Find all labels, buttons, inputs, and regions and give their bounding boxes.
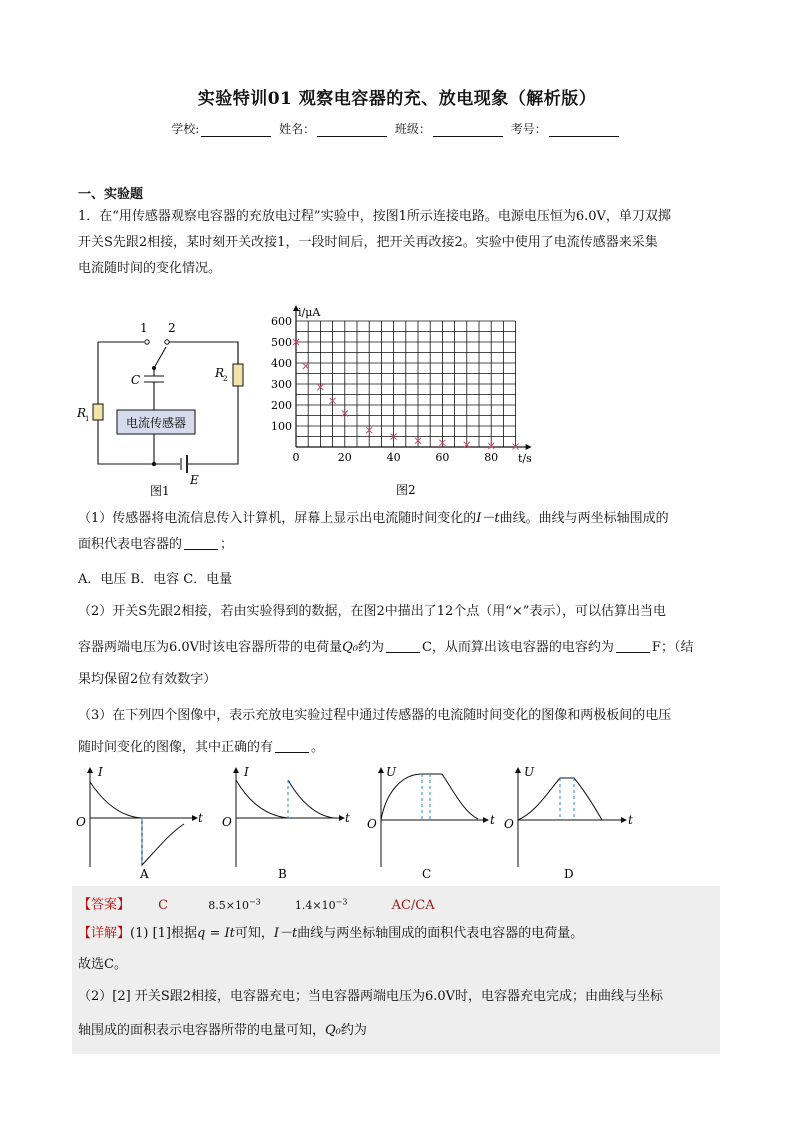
graph-a-t: t [198, 811, 203, 825]
switch-pos-2: 2 [168, 321, 176, 335]
analysis-1b: 可知， [234, 926, 274, 941]
part2-text-b1: 容器两端电压为6.0V时该电容器所带的电荷量 [78, 640, 343, 655]
y-tick-label: 400 [271, 357, 292, 370]
answer-1: C [158, 897, 169, 913]
name-blank[interactable] [317, 124, 387, 137]
analysis-4a: 轴围成的面积表示电容器所带的电量可知， [78, 1023, 326, 1038]
part1-answer-blank[interactable] [184, 537, 218, 550]
part3-answer-blank[interactable] [275, 740, 309, 753]
name-label: 姓名： [279, 122, 316, 136]
x-tick-label: 20 [337, 451, 352, 464]
graph-d-axis: U [524, 765, 535, 779]
figure2-caption: 图2 [396, 483, 416, 497]
analysis-tag: 【详解】 [78, 926, 131, 941]
answer-3-exp: −3 [335, 897, 348, 906]
class-blank[interactable] [433, 124, 503, 137]
sensor-label: 电流传感器 [125, 416, 187, 430]
answer-line [78, 891, 435, 917]
page-title: 实验特训01 观察电容器的充、放电现象（解析版） [197, 89, 597, 109]
stem-line-3: 电流随时间的变化情况。 [78, 261, 222, 276]
part1-text-c: 面积代表电容器的 [78, 537, 183, 552]
graph-b-axis: I [244, 765, 249, 779]
figure2-chart [262, 300, 534, 500]
part2-q0: Q₀ [342, 640, 358, 655]
part2-text-a: （2）开关S先跟2相接，若由实验得到的数据，在图2中描出了12个点（用“×”表示），可以估算出当电 [78, 604, 666, 619]
school-label: 学校: [171, 122, 200, 136]
part3-text-a: （3）在下列四个图像中，表示充放电实验过程中通过传感器的电流随时间变化的图像和两极板间的电压 [78, 708, 672, 723]
analysis-line-3: （2）[2] 开关S跟2相接，电容器充电；当电容器两端电压为6.0V时，电容器充电完成；由曲线与坐标 [78, 989, 664, 1004]
answer-tag: 【答案】 [78, 897, 131, 913]
part1-text-a: （1）传感器将电流信息传入计算机，屏幕上显示出电流随时间变化的 [78, 511, 477, 526]
exam-no-label: 考号： [510, 122, 547, 136]
part2-blank-capacitance[interactable] [616, 640, 650, 653]
r1-sub: 1 [85, 415, 90, 423]
emf-label: E [190, 473, 199, 487]
part2-text-b4: F；（结 [651, 640, 694, 655]
analysis-curve: I－t [273, 926, 298, 941]
y-tick-label: 600 [271, 315, 292, 328]
analysis-1a: (1) [1]根据 [130, 926, 197, 941]
part2-text-b3: C，从而算出该电容器的电容约为 [421, 640, 614, 655]
option-graphs [72, 762, 642, 884]
x-tick-label: 40 [386, 451, 401, 464]
stem-line-1: 1．在“用传感器观察电容器的充放电过程”实验中，按图1所示连接电路。电源电压恒为6.0V，单刀双掷 [78, 209, 671, 224]
graph-d-t: t [628, 813, 633, 827]
answer-3 [295, 899, 348, 912]
y-tick-label: 300 [271, 378, 292, 391]
class-label: 班级： [394, 122, 431, 136]
analysis-line-4 [78, 1020, 367, 1042]
analysis-line-1 [78, 923, 583, 945]
y-axis-label: i/μA [298, 306, 321, 319]
graph-c-axis: U [386, 765, 397, 779]
part2-blank-q0[interactable] [386, 640, 420, 653]
answer-2 [208, 899, 261, 912]
r2-label: R [215, 366, 225, 380]
graph-a-label: A [140, 867, 149, 881]
graph-c [367, 765, 495, 881]
r2-sub: 2 [223, 375, 228, 383]
graph-d-origin: O [504, 817, 514, 831]
part3-end: 。 [311, 740, 325, 755]
answer-2-exp: −3 [248, 897, 261, 906]
stem-line-2: 开关S先跟2相接，某时刻开关改接1，一段时间后，把开关再改接2。实验中使用了电流传感器来采集 [78, 235, 658, 250]
question-stem [78, 204, 718, 282]
y-tick-label: 500 [271, 336, 292, 349]
x-axis-label: t/s [518, 452, 532, 465]
analysis-4b: 约为 [340, 1023, 367, 1038]
x-tick-label: 0 [292, 451, 300, 464]
part1-end: ； [220, 537, 234, 552]
graph-b-label: B [278, 867, 287, 881]
answer-4: AC/CA [391, 897, 435, 913]
graph-c-origin: O [367, 817, 377, 831]
section-heading: 一、实验题 [78, 187, 144, 202]
question-part1 [78, 506, 718, 558]
student-info-line [0, 120, 794, 137]
analysis-formula: q = It [196, 926, 235, 941]
r1-label: R [77, 406, 87, 420]
part3-text-b: 随时间变化的图像，其中正确的有 [78, 740, 274, 755]
graph-d-label: D [564, 867, 574, 881]
x-tick-label: 60 [435, 451, 450, 464]
exam-no-blank[interactable] [549, 124, 619, 137]
graph-a-axis: I [98, 765, 103, 779]
question-part3 [78, 703, 718, 761]
options-line: A．电压 B．电容 C．电量 [78, 572, 233, 587]
graph-d [504, 765, 633, 881]
graph-b-t: t [345, 811, 350, 825]
analysis-1c: 曲线与两坐标轴围成的面积代表电容器的电荷量。 [297, 926, 584, 941]
graph-c-label: C [422, 867, 432, 881]
graph-a-origin: O [76, 815, 86, 829]
figure1-circuit [74, 316, 254, 500]
graph-b-origin: O [222, 815, 232, 829]
part2-text-c: 果均保留2位有效数字） [78, 672, 217, 687]
graph-a [76, 765, 203, 881]
part1-text-b: 曲线。曲线与两坐标轴围成的 [499, 511, 669, 526]
y-tick-label: 100 [271, 420, 292, 433]
capacitor-label: C [131, 373, 141, 387]
x-tick-label: 80 [484, 451, 499, 464]
figure1-caption: 图1 [150, 484, 170, 498]
x-axis-arrowhead [526, 444, 532, 450]
graph-b [222, 765, 350, 881]
graph-c-t: t [490, 813, 495, 827]
switch-pos-1: 1 [140, 321, 148, 335]
answer-3-base: 1.4×10 [294, 898, 336, 912]
y-tick-label: 200 [271, 399, 292, 412]
answer-2-base: 8.5×10 [208, 898, 249, 912]
analysis-line-2: 故选C。 [78, 957, 127, 972]
part1-curve: I－t [476, 511, 500, 526]
question-part2 [78, 599, 718, 693]
analysis-q0: Q₀ [325, 1023, 341, 1038]
school-blank[interactable] [201, 124, 271, 137]
part2-text-b2: 约为 [357, 640, 384, 655]
